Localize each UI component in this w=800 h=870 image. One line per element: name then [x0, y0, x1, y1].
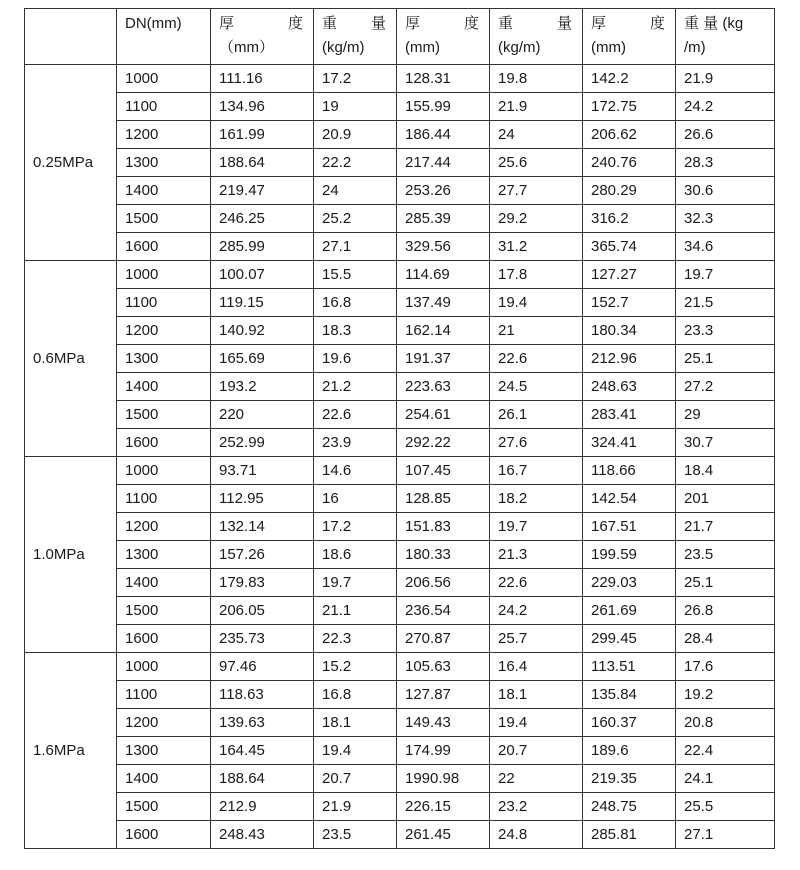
table-row — [25, 317, 775, 345]
value-cell: 180.34 — [583, 317, 676, 345]
value-cell: 27.2 — [676, 373, 775, 401]
value-cell: 27.1 — [676, 821, 775, 849]
dn-cell: 1000 — [117, 653, 211, 681]
value-cell: 193.2 — [211, 373, 314, 401]
value-cell: 19.4 — [314, 737, 397, 765]
value-cell: 24 — [490, 121, 583, 149]
header-weight-3: 重 量 (kg /m) — [676, 9, 775, 65]
value-cell: 155.99 — [397, 93, 490, 121]
value-cell: 21 — [490, 317, 583, 345]
dn-cell: 1400 — [117, 765, 211, 793]
pipe-spec-table — [24, 8, 775, 849]
header-thickness-3: 厚 度 (mm) — [583, 9, 676, 65]
value-cell: 21.9 — [490, 93, 583, 121]
value-cell: 160.37 — [583, 709, 676, 737]
dn-cell: 1300 — [117, 541, 211, 569]
value-cell: 128.85 — [397, 485, 490, 513]
value-cell: 134.96 — [211, 93, 314, 121]
dn-cell: 1300 — [117, 345, 211, 373]
value-cell: 16.8 — [314, 289, 397, 317]
dn-cell: 1500 — [117, 205, 211, 233]
value-cell: 285.39 — [397, 205, 490, 233]
value-cell: 292.22 — [397, 429, 490, 457]
value-cell: 261.45 — [397, 821, 490, 849]
value-cell: 17.6 — [676, 653, 775, 681]
value-cell: 27.6 — [490, 429, 583, 457]
value-cell: 18.3 — [314, 317, 397, 345]
table-row — [25, 625, 775, 653]
table-row — [25, 793, 775, 821]
value-cell: 18.1 — [314, 709, 397, 737]
value-cell: 20.8 — [676, 709, 775, 737]
dn-cell: 1300 — [117, 149, 211, 177]
value-cell: 19.4 — [490, 289, 583, 317]
value-cell: 100.07 — [211, 261, 314, 289]
table-row — [25, 401, 775, 429]
value-cell: 236.54 — [397, 597, 490, 625]
value-cell: 93.71 — [211, 457, 314, 485]
value-cell: 32.3 — [676, 205, 775, 233]
table-row — [25, 709, 775, 737]
value-cell: 206.62 — [583, 121, 676, 149]
value-cell: 128.31 — [397, 65, 490, 93]
dn-cell: 1500 — [117, 793, 211, 821]
value-cell: 180.33 — [397, 541, 490, 569]
value-cell: 31.2 — [490, 233, 583, 261]
table-row — [25, 345, 775, 373]
table-row — [25, 373, 775, 401]
value-cell: 21.2 — [314, 373, 397, 401]
table-row — [25, 65, 775, 93]
value-cell: 24.1 — [676, 765, 775, 793]
value-cell: 16.8 — [314, 681, 397, 709]
value-cell: 118.66 — [583, 457, 676, 485]
value-cell: 34.6 — [676, 233, 775, 261]
value-cell: 206.05 — [211, 597, 314, 625]
dn-cell: 1100 — [117, 485, 211, 513]
value-cell: 199.59 — [583, 541, 676, 569]
value-cell: 105.63 — [397, 653, 490, 681]
value-cell: 16.4 — [490, 653, 583, 681]
value-cell: 26.1 — [490, 401, 583, 429]
value-cell: 107.45 — [397, 457, 490, 485]
value-cell: 24.5 — [490, 373, 583, 401]
value-cell: 21.3 — [490, 541, 583, 569]
value-cell: 252.99 — [211, 429, 314, 457]
value-cell: 253.26 — [397, 177, 490, 205]
value-cell: 329.56 — [397, 233, 490, 261]
table-row — [25, 681, 775, 709]
pressure-cell: 1.0MPa — [25, 457, 117, 653]
value-cell: 217.44 — [397, 149, 490, 177]
value-cell: 127.87 — [397, 681, 490, 709]
value-cell: 283.41 — [583, 401, 676, 429]
value-cell: 142.54 — [583, 485, 676, 513]
value-cell: 324.41 — [583, 429, 676, 457]
table-body — [25, 65, 775, 849]
value-cell: 23.5 — [676, 541, 775, 569]
value-cell: 212.96 — [583, 345, 676, 373]
value-cell: 206.56 — [397, 569, 490, 597]
value-cell: 219.47 — [211, 177, 314, 205]
value-cell: 21.5 — [676, 289, 775, 317]
value-cell: 27.7 — [490, 177, 583, 205]
value-cell: 188.64 — [211, 765, 314, 793]
value-cell: 15.2 — [314, 653, 397, 681]
header-corner-cell — [25, 9, 117, 65]
dn-cell: 1200 — [117, 121, 211, 149]
value-cell: 111.16 — [211, 65, 314, 93]
value-cell: 17.8 — [490, 261, 583, 289]
value-cell: 161.99 — [211, 121, 314, 149]
value-cell: 19.7 — [314, 569, 397, 597]
value-cell: 28.3 — [676, 149, 775, 177]
header-dn: DN(mm) — [117, 9, 211, 65]
value-cell: 97.46 — [211, 653, 314, 681]
value-cell: 201 — [676, 485, 775, 513]
value-cell: 152.7 — [583, 289, 676, 317]
header-weight-2: 重 量 (kg/m) — [490, 9, 583, 65]
value-cell: 21.9 — [314, 793, 397, 821]
dn-cell: 1000 — [117, 261, 211, 289]
value-cell: 174.99 — [397, 737, 490, 765]
table-row — [25, 121, 775, 149]
header-thickness-1: 厚 度 （mm） — [211, 9, 314, 65]
value-cell: 15.5 — [314, 261, 397, 289]
value-cell: 23.5 — [314, 821, 397, 849]
value-cell: 25.5 — [676, 793, 775, 821]
table-row — [25, 429, 775, 457]
dn-cell: 1200 — [117, 317, 211, 345]
value-cell: 29 — [676, 401, 775, 429]
value-cell: 118.63 — [211, 681, 314, 709]
value-cell: 22.2 — [314, 149, 397, 177]
value-cell: 17.2 — [314, 513, 397, 541]
value-cell: 26.6 — [676, 121, 775, 149]
value-cell: 26.8 — [676, 597, 775, 625]
value-cell: 30.7 — [676, 429, 775, 457]
value-cell: 316.2 — [583, 205, 676, 233]
value-cell: 254.61 — [397, 401, 490, 429]
table-row — [25, 653, 775, 681]
value-cell: 25.7 — [490, 625, 583, 653]
value-cell: 142.2 — [583, 65, 676, 93]
value-cell: 165.69 — [211, 345, 314, 373]
dn-cell: 1600 — [117, 625, 211, 653]
value-cell: 167.51 — [583, 513, 676, 541]
dn-cell: 1100 — [117, 93, 211, 121]
dn-cell: 1000 — [117, 65, 211, 93]
table-row — [25, 541, 775, 569]
header-thickness-2: 厚 度 (mm) — [397, 9, 490, 65]
value-cell: 24.2 — [490, 597, 583, 625]
value-cell: 112.95 — [211, 485, 314, 513]
value-cell: 299.45 — [583, 625, 676, 653]
value-cell: 157.26 — [211, 541, 314, 569]
value-cell: 219.35 — [583, 765, 676, 793]
dn-cell: 1500 — [117, 597, 211, 625]
dn-cell: 1400 — [117, 177, 211, 205]
value-cell: 19.7 — [676, 261, 775, 289]
value-cell: 25.6 — [490, 149, 583, 177]
value-cell: 19.4 — [490, 709, 583, 737]
dn-cell: 1100 — [117, 289, 211, 317]
value-cell: 261.69 — [583, 597, 676, 625]
dn-cell: 1300 — [117, 737, 211, 765]
value-cell: 16 — [314, 485, 397, 513]
value-cell: 229.03 — [583, 569, 676, 597]
table-row — [25, 457, 775, 485]
value-cell: 22.3 — [314, 625, 397, 653]
value-cell: 189.6 — [583, 737, 676, 765]
value-cell: 17.2 — [314, 65, 397, 93]
value-cell: 16.7 — [490, 457, 583, 485]
value-cell: 23.3 — [676, 317, 775, 345]
value-cell: 137.49 — [397, 289, 490, 317]
value-cell: 18.2 — [490, 485, 583, 513]
value-cell: 248.75 — [583, 793, 676, 821]
header-row — [25, 9, 775, 65]
value-cell: 25.1 — [676, 345, 775, 373]
value-cell: 14.6 — [314, 457, 397, 485]
value-cell: 172.75 — [583, 93, 676, 121]
header-weight-1: 重 量 (kg/m) — [314, 9, 397, 65]
value-cell: 23.9 — [314, 429, 397, 457]
value-cell: 30.6 — [676, 177, 775, 205]
value-cell: 246.25 — [211, 205, 314, 233]
value-cell: 365.74 — [583, 233, 676, 261]
value-cell: 162.14 — [397, 317, 490, 345]
table-row — [25, 261, 775, 289]
table-row — [25, 737, 775, 765]
value-cell: 24.2 — [676, 93, 775, 121]
table-row — [25, 289, 775, 317]
value-cell: 18.1 — [490, 681, 583, 709]
value-cell: 113.51 — [583, 653, 676, 681]
table-row — [25, 513, 775, 541]
value-cell: 22.4 — [676, 737, 775, 765]
dn-cell: 1400 — [117, 569, 211, 597]
dn-cell: 1600 — [117, 821, 211, 849]
table-row — [25, 485, 775, 513]
value-cell: 114.69 — [397, 261, 490, 289]
value-cell: 27.1 — [314, 233, 397, 261]
table-row — [25, 93, 775, 121]
value-cell: 20.9 — [314, 121, 397, 149]
value-cell: 28.4 — [676, 625, 775, 653]
value-cell: 135.84 — [583, 681, 676, 709]
table-row — [25, 597, 775, 625]
value-cell: 20.7 — [314, 765, 397, 793]
value-cell: 191.37 — [397, 345, 490, 373]
value-cell: 240.76 — [583, 149, 676, 177]
value-cell: 164.45 — [211, 737, 314, 765]
dn-cell: 1200 — [117, 709, 211, 737]
value-cell: 1990.98 — [397, 765, 490, 793]
value-cell: 212.9 — [211, 793, 314, 821]
value-cell: 25.1 — [676, 569, 775, 597]
dn-cell: 1600 — [117, 233, 211, 261]
pressure-cell: 1.6MPa — [25, 653, 117, 849]
value-cell: 235.73 — [211, 625, 314, 653]
value-cell: 19.6 — [314, 345, 397, 373]
value-cell: 188.64 — [211, 149, 314, 177]
value-cell: 22.6 — [314, 401, 397, 429]
dn-cell: 1400 — [117, 373, 211, 401]
table-row — [25, 821, 775, 849]
value-cell: 19 — [314, 93, 397, 121]
value-cell: 270.87 — [397, 625, 490, 653]
value-cell: 21.7 — [676, 513, 775, 541]
value-cell: 29.2 — [490, 205, 583, 233]
value-cell: 127.27 — [583, 261, 676, 289]
value-cell: 22.6 — [490, 569, 583, 597]
value-cell: 223.63 — [397, 373, 490, 401]
value-cell: 23.2 — [490, 793, 583, 821]
value-cell: 20.7 — [490, 737, 583, 765]
value-cell: 186.44 — [397, 121, 490, 149]
dn-cell: 1600 — [117, 429, 211, 457]
value-cell: 21.1 — [314, 597, 397, 625]
value-cell: 140.92 — [211, 317, 314, 345]
value-cell: 19.2 — [676, 681, 775, 709]
table-row — [25, 149, 775, 177]
table-row — [25, 569, 775, 597]
value-cell: 24 — [314, 177, 397, 205]
pressure-cell: 0.6MPa — [25, 261, 117, 457]
pressure-cell: 0.25MPa — [25, 65, 117, 261]
value-cell: 139.63 — [211, 709, 314, 737]
value-cell: 280.29 — [583, 177, 676, 205]
value-cell: 285.81 — [583, 821, 676, 849]
value-cell: 132.14 — [211, 513, 314, 541]
dn-cell: 1500 — [117, 401, 211, 429]
value-cell: 19.8 — [490, 65, 583, 93]
value-cell: 22.6 — [490, 345, 583, 373]
value-cell: 25.2 — [314, 205, 397, 233]
value-cell: 248.43 — [211, 821, 314, 849]
value-cell: 220 — [211, 401, 314, 429]
value-cell: 151.83 — [397, 513, 490, 541]
table-row — [25, 765, 775, 793]
dn-cell: 1000 — [117, 457, 211, 485]
value-cell: 19.7 — [490, 513, 583, 541]
table-row — [25, 233, 775, 261]
dn-cell: 1100 — [117, 681, 211, 709]
value-cell: 119.15 — [211, 289, 314, 317]
value-cell: 285.99 — [211, 233, 314, 261]
value-cell: 21.9 — [676, 65, 775, 93]
value-cell: 149.43 — [397, 709, 490, 737]
value-cell: 22 — [490, 765, 583, 793]
table-row — [25, 205, 775, 233]
value-cell: 24.8 — [490, 821, 583, 849]
value-cell: 248.63 — [583, 373, 676, 401]
table-row — [25, 177, 775, 205]
dn-cell: 1200 — [117, 513, 211, 541]
value-cell: 226.15 — [397, 793, 490, 821]
value-cell: 18.6 — [314, 541, 397, 569]
value-cell: 18.4 — [676, 457, 775, 485]
value-cell: 179.83 — [211, 569, 314, 597]
